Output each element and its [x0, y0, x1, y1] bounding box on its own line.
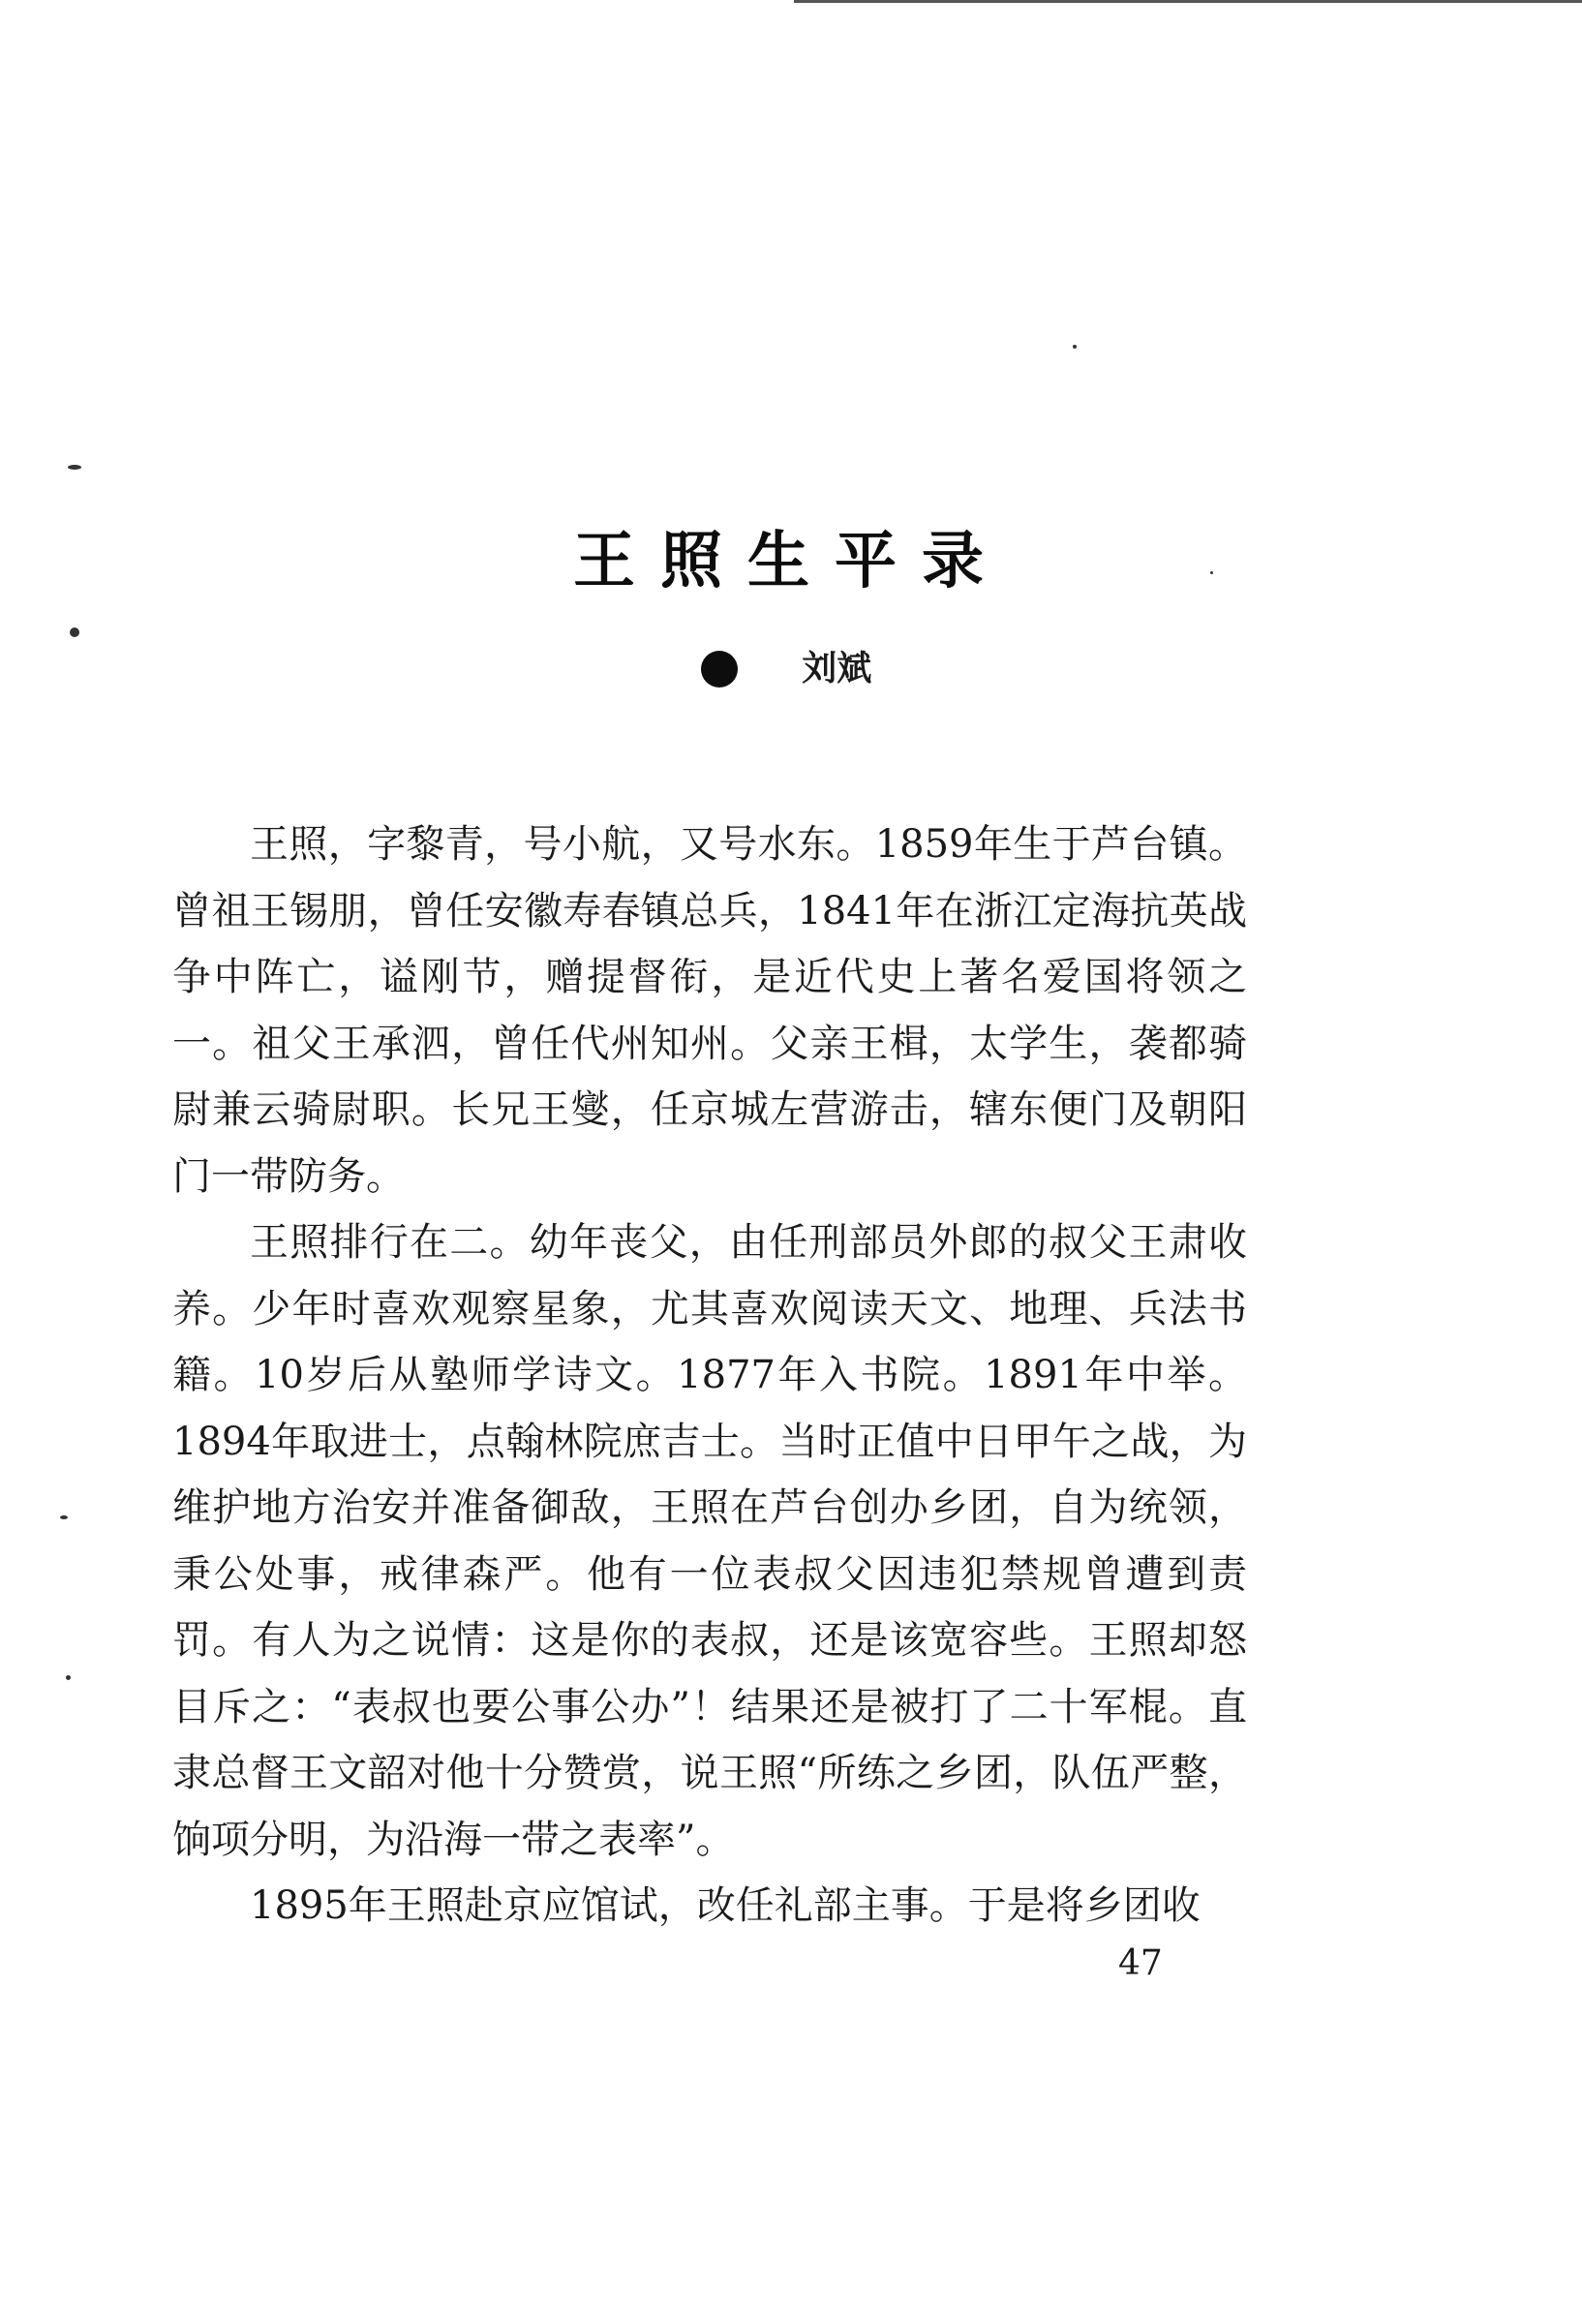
scan-speck [66, 1675, 71, 1680]
scan-speck [1073, 345, 1077, 349]
page-number: 47 [1118, 1943, 1163, 1983]
scan-speck [70, 627, 79, 637]
paragraph-2: 王照排行在二。幼年丧父，由任刑部员外郎的叔父王肃收养。少年时喜欢观察星象，尤其喜欢阅读天文、地理、兵法书籍。10岁后从塾师学诗文。1877年入书院。1891年中举。1894年取进士，点翰林院庶吉士。当时正值中日甲午之战，为维护地方治安并准备御敌，王照在芦台创办乡团，自为统领，秉公处事，戒律森严。他有一位表叔父因违犯禁规曾遭到责罚。有人为之说情：这是你的表叔，还是该宽容些。王照却怒目斥之：“表叔也要公事公办”！结果还是被打了二十军棍。直隶总督王文韶对他十分赞赏，说王照“所练之乡团，队伍严整，饷项分明，为沿海一带之表率”。 [172, 1220, 1247, 1862]
article-body [172, 811, 1247, 1940]
article-title: 王照生平录 [573, 525, 1009, 597]
bullet-dot-icon [701, 651, 738, 688]
paragraph-3: 1895年王照赴京应馆试，改任礼部主事。于是将乡团收 [250, 1883, 1201, 1928]
top-border-rule [794, 0, 1582, 3]
author-name: 刘斌 [802, 649, 872, 688]
scan-speck [68, 465, 81, 470]
paragraph-1: 王照，字黎青，号小航，又号水东。1859年生于芦台镇。曾祖王锡朋，曾任安徽寿春镇总兵，1841年在浙江定海抗英战争中阵亡，谥刚节，赠提督衔，是近代史上著名爱国将领之一。祖父王承泗，曾任代州知州。父亲王楫，太学生，袭都骑尉兼云骑尉职。长兄王燮，任京城左营游击，辖东便门及朝阳门一带防务。 [172, 822, 1247, 1199]
author-byline [0, 649, 1582, 688]
scan-speck [60, 1515, 68, 1519]
